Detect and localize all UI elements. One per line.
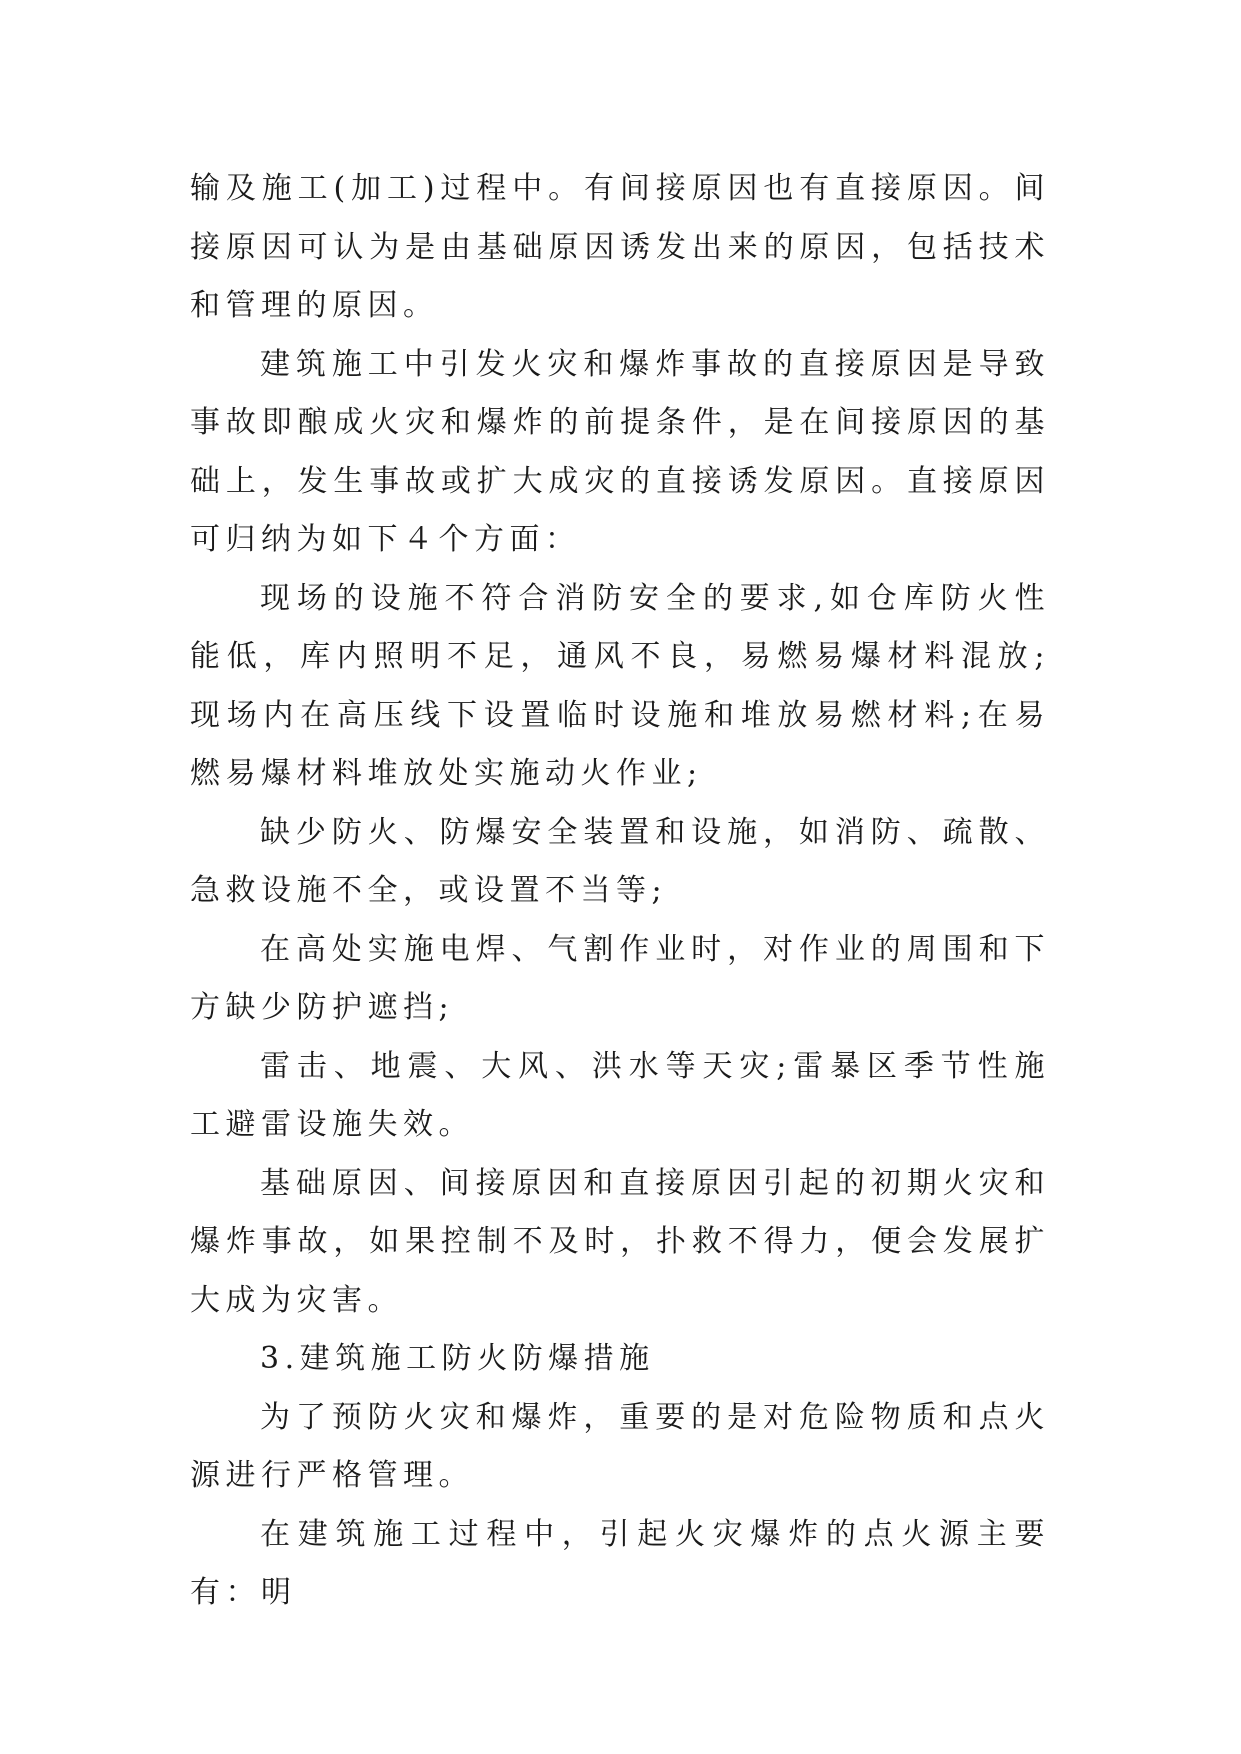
document-body — [190, 160, 1050, 1623]
paragraph-5: 在高处实施电焊、气割作业时，对作业的周围和下方缺少防护遮挡; — [190, 931, 1050, 1025]
paragraph-4: 缺少防火、防爆安全装置和设施，如消防、疏散、急救设施不全，或设置不当等; — [190, 814, 1050, 908]
paragraph-7: 基础原因、间接原因和直接原因引起的初期火灾和爆炸事故，如果控制不及时，扑救不得力，便会发展扩大成为灾害。 — [190, 1165, 1050, 1318]
paragraph-8: 为了预防火灾和爆炸，重要的是对危险物质和点火源进行严格管理。 — [190, 1399, 1050, 1493]
paragraph-1: 输及施工(加工)过程中。有间接原因也有直接原因。间接原因可认为是由基础原因诱发出来的原因，包括技术和管理的原因。 — [190, 171, 1050, 323]
paragraph-3: 现场的设施不符合消防安全的要求,如仓库防火性能低，库内照明不足，通风不良，易燃易爆材料混放;现场内在高压线下设置临时设施和堆放易燃材料;在易燃易爆材料堆放处实施动火作业; — [190, 580, 1050, 791]
section-heading: 3.建筑施工防火防爆措施 — [260, 1341, 655, 1376]
paragraph-6: 雷击、地震、大风、洪水等天灾;雷暴区季节性施工避雷设施失效。 — [190, 1048, 1050, 1142]
paragraph-2: 建筑施工中引发火灾和爆炸事故的直接原因是导致事故即酿成火灾和爆炸的前提条件，是在间接原因的基础上，发生事故或扩大成灾的直接诱发原因。直接原因可归纳为如下４个方面： — [190, 346, 1050, 557]
paragraph-9: 在建筑施工过程中，引起火灾爆炸的点火源主要有：明 — [190, 1516, 1050, 1610]
